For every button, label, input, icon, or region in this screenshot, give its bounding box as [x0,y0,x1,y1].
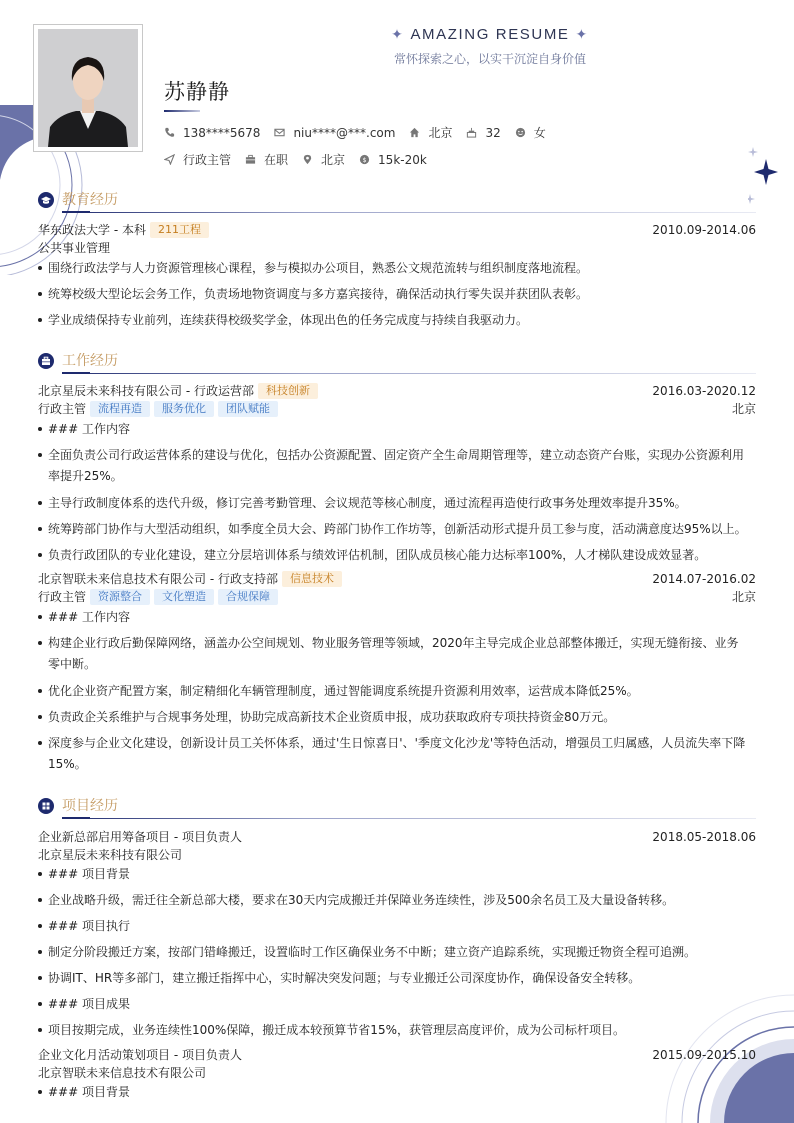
age-item [466,126,500,140]
school-tag: 211工程 [150,222,209,238]
skill-tag: 流程再造 [90,401,150,417]
section-divider-accent [62,817,90,819]
pin-icon [302,154,313,165]
list-item: 优化企业资产配置方案，制定精细化车辆管理制度，通过智能调度系统提升资源利用效率，运营成本降低25%。 [38,681,750,702]
list-item: 深度参与企业文化建设，创新设计员工关怀体系，通过'生日惊喜日'、'季度文化沙龙'等特色活动，增强员工归属感，人员流失率下降15%。 [38,733,750,775]
project-period: 2015.09-2015.10 [652,1048,756,1062]
name-underline [164,110,200,112]
skill-tag: 资源整合 [90,589,150,605]
suitcase-icon [38,353,54,369]
location-item [409,124,452,141]
list-item: 项目按期完成，业务连续性100%保障，搬迁成本较预算节省15%，获管理层高度评价，成为公司标杆项目。 [38,1020,750,1041]
skill-tag: 服务优化 [154,401,214,417]
grid-icon [38,798,54,814]
status-text: 在职 [264,153,289,167]
section-divider [62,818,756,819]
svg-text:$: $ [362,155,367,164]
section-divider-accent [62,372,90,374]
project-org-row [38,1064,756,1082]
email-item [274,126,395,140]
target-city-text: 北京 [321,153,346,167]
list-item: 统筹跨部门协作与大型活动组织，如季度全员大会、跨部门协作工作坊等，创新活动形式提升员工参与度，活动满意度达95%以上。 [38,519,750,540]
job-period: 2016.03-2020.12 [652,384,756,398]
list-item: 统筹校级大型论坛会务工作，负责场地物资调度与多方嘉宾接待，确保活动执行零失误并获团队表彰。 [38,284,750,305]
candidate-name: 苏静静 [164,80,230,104]
sparkle-icon: ✦ [391,26,405,42]
email-text: niu****@***.com [293,125,396,140]
list-item: 负责政企关系维护与合规事务处理，协助完成高新技术企业资质申报，成功获取政府专项扶持资金80万元。 [38,707,750,728]
job-city: 北京 [731,590,756,604]
money-icon [359,154,370,165]
company-name: 北京智联未来信息技术有限公司 - 行政支持部 [38,572,278,586]
section-divider [62,373,756,374]
banner-subtitle: 常怀探索之心，以实干沉淀自身价值 [393,52,586,66]
phone-item [164,126,260,140]
briefcase-icon [245,154,256,165]
job-role-row [38,588,756,606]
status-item [245,151,288,168]
list-item: 制定分阶段搬迁方案，按部门错峰搬迁，设置临时工作区确保业务不中断；建立资产追踪系统，实现搬迁物资全程可追溯。 [38,942,750,963]
list-item: ### 项目背景 [38,1082,750,1103]
company-tag: 信息技术 [282,571,342,587]
job-role: 行政主管 [38,402,87,416]
job-title-text: 行政主管 [183,153,232,167]
project-org: 北京智联未来信息技术有限公司 [38,1066,207,1080]
job-city: 北京 [731,402,756,416]
mail-icon [274,127,285,138]
list-item: ### 项目背景 [38,864,750,885]
list-item: 企业战略升级，需迁往全新总部大楼，要求在30天内完成搬迁并保障业务连续性，涉及500余名员工及大量设备转移。 [38,890,750,911]
job-period: 2014.07-2016.02 [652,572,756,586]
education-school-row [38,221,756,239]
project-org: 北京星辰未来科技有限公司 [38,848,183,862]
phone-icon [164,127,175,138]
education-title: 教育经历 [62,192,118,208]
job-role: 行政主管 [38,590,87,604]
skill-tag: 文化塑造 [154,589,214,605]
phone-text: 138****5678 [183,125,261,140]
list-item: 主导行政制度体系的迭代升级，修订完善考勤管理、会议规范等核心制度，通过流程再造使行政事务处理效率提升35%。 [38,493,750,514]
list-item: 协调IT、HR等多部门，建立搬迁指挥中心，实时解决突发问题；与专业搬迁公司深度协作，确保设备安全转移。 [38,968,750,989]
skill-tag: 团队赋能 [218,401,278,417]
gender-item [515,124,546,141]
section-divider [62,212,756,213]
list-item: ### 工作内容 [38,607,750,628]
sparkle-icon: ✦ [575,26,589,42]
project-title: 项目经历 [62,798,118,814]
cake-icon [466,127,477,138]
location-text: 北京 [428,126,453,140]
list-item: ### 项目执行 [38,916,750,937]
target-city-item [302,151,345,168]
job-intent-row [164,151,441,168]
education-major-row [38,239,756,257]
sparkle-icon [748,145,778,215]
project-org-row [38,846,756,864]
company-name: 北京星辰未来科技有限公司 - 行政运营部 [38,384,254,398]
job-role-row [38,400,756,418]
project-name: 企业文化月活动策划项目 - 项目负责人 [38,1048,242,1062]
skill-tag: 合规保障 [218,589,278,605]
salary-text: 15k-20k [378,152,427,167]
list-item: 围绕行政法学与人力资源管理核心课程，参与模拟办公项目，熟悉公文规范流转与组织制度落地流程。 [38,258,750,279]
company-tag: 科技创新 [258,383,318,399]
work-title: 工作经历 [62,353,118,369]
project-name-row [38,1046,756,1064]
list-item: 全面负责公司行政运营体系的建设与优化，包括办公资源配置、固定资产全生命周期管理等，建立动态资产台账，实现办公资源利用率提升25%。 [38,445,750,487]
list-item: ### 项目成果 [38,994,750,1015]
section-divider-accent [62,211,90,213]
project-name-row [38,828,756,846]
education-period: 2010.09-2014.06 [652,223,756,237]
gender-icon [515,127,526,138]
school-name: 华东政法大学 - 本科 [38,223,146,237]
resume-banner [320,26,660,67]
age-text: 32 [485,125,501,140]
banner-title [320,26,660,43]
major-text: 公共事业管理 [38,241,111,255]
contact-info-row [164,124,560,141]
gender-text: 女 [533,126,546,140]
list-item: 学业成绩保持专业前列，连续获得校级奖学金，体现出色的任务完成度与持续自我驱动力。 [38,310,750,331]
send-icon [164,154,175,165]
list-item: 构建企业行政后勤保障网络，涵盖办公空间规划、物业服务管理等领域，2020年主导完成企业总部整体搬迁，实现无缝衔接、业务零中断。 [38,633,750,675]
banner-title-text: AMAZING RESUME [410,26,570,43]
job-company-row [38,382,756,400]
project-name: 企业新总部启用筹备项目 - 项目负责人 [38,830,242,844]
salary-item [359,153,427,167]
job-title-item [164,151,231,168]
graduation-cap-icon [38,192,54,208]
avatar [33,24,143,152]
home-icon [409,127,420,138]
list-item: 负责行政团队的专业化建设，建立分层培训体系与绩效评估机制，团队成员核心能力达标率100%，人才梯队建设成效显著。 [38,545,750,566]
project-period: 2018.05-2018.06 [652,830,756,844]
job-company-row [38,570,756,588]
list-item: ### 工作内容 [38,419,750,440]
